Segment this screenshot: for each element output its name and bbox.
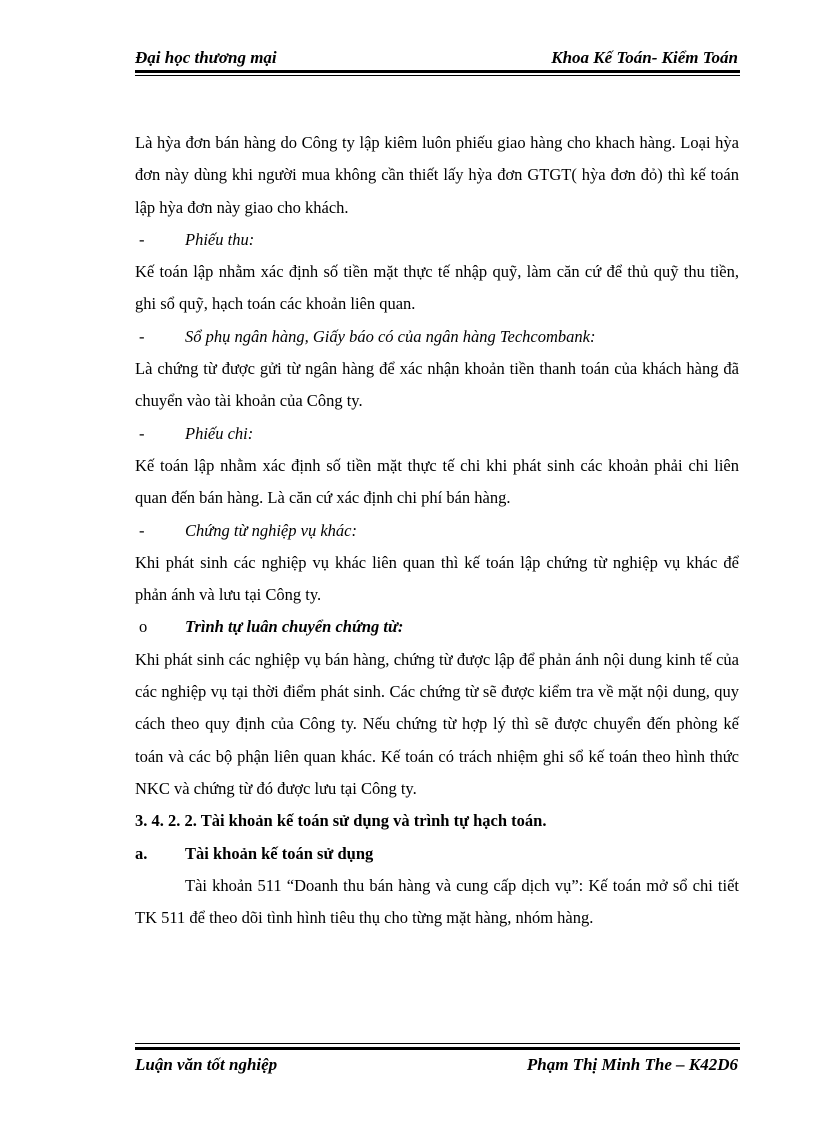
footer-author: Phạm Thị Minh The – K42D6 [526,1055,738,1074]
bullet-dash: - [139,423,145,443]
paragraph-receipt: Kế toán lập nhằm xác định số tiền mặt thực tế nhập quỹ, làm căn cứ để thủ quỹ thu tiền, ghi sổ quỹ, hạch toán các khoản liên quan. [135,262,739,314]
bullet-payment-voucher [135,418,739,450]
bullet-receipt [135,224,739,256]
paragraph-payment-voucher: Kế toán lập nhằm xác định số tiền mặt thực tế chi khi phát sinh các khoản phải chi liên quan đến bán hàng. Là căn cứ xác định chi phí bán hàng. [135,455,739,508]
bullet-dash: - [139,326,145,346]
header-rule-thick [135,70,740,73]
subsection-marker: a. [135,843,148,863]
section-heading: 3. 4. 2. 2. Tài khoản kế toán sử dụng và trình tự hạch toán. [135,811,547,831]
footer-rule-thick [135,1047,740,1050]
page-footer [135,1055,740,1077]
bullet-text: Chứng từ nghiệp vụ khác: [185,520,357,540]
header-rule-thin [135,75,740,76]
bullet-text: Trình tự luân chuyển chứng từ: [185,617,404,637]
footer-thesis: Luận văn tốt nghiệp [135,1055,278,1074]
header-faculty: Khoa Kế Toán- Kiểm Toán [551,48,738,67]
bullet-dash: - [139,229,145,249]
bullet-text: Phiếu thu: [185,229,255,249]
document-body [135,127,739,934]
footer-rule-thin [135,1043,740,1044]
paragraph-document-flow: Khi phát sinh các nghiệp vụ bán hàng, chứng từ được lập để phản ánh nội dung kinh tế của các nghiệp vụ tại thời điểm phát sinh. Các chứng từ sẽ được kiểm tra về mặt nội dung, quy cách theo quy định của Công ty. Nếu chứng từ hợp lý thì sẽ được chuyển đến phòng kế toán và các bộ phận liên quan khác. Kế toán có trách nhiệm ghi sổ kế toán theo hình thức NKC và chứng từ đó được lưu tại Công ty. [135,649,739,798]
paragraph-account-511: Tài khoản 511 “Doanh thu bán hàng và cung cấp dịch vụ”: Kế toán mở sổ chi tiết TK 511 để theo dõi tình hình tiêu thụ cho từng mặt hàng, nhóm hàng. [135,875,739,928]
bullet-document-flow [135,611,739,643]
header-university: Đại học thương mại [135,48,277,67]
paragraph-invoice-description: Là hỳa đơn bán hàng do Công ty lập kiêm luôn phiếu giao hàng cho khach hàng. Loại hỳa đơn này dùng khi người mua không cần thiết lấy hỳa đơn GTGT( hỳa đơn đỏ) thì kế toán lập hỳa đơn này giao cho khách. [135,133,739,217]
bullet-bank-statement [135,321,739,353]
bullet-text: Sổ phụ ngân hàng, Giấy báo có của ngân hàng Techcombank: [185,326,596,346]
bullet-other-documents [135,515,739,547]
bullet-circle: o [139,617,148,637]
page-header [135,48,740,70]
paragraph-bank-statement: Là chứng từ được gửi từ ngân hàng để xác nhận khoản tiền thanh toán của khách hàng đã chuyển vào tài khoản của Công ty. [135,359,739,411]
subsection-heading [135,838,739,870]
paragraph-other-documents: Khi phát sinh các nghiệp vụ khác liên quan thì kế toán lập chứng từ nghiệp vụ khác để phản ánh và lưu tại Công ty. [135,552,739,605]
bullet-text: Phiếu chi: [185,423,254,443]
subsection-title: Tài khoản kế toán sử dụng [185,843,374,863]
bullet-dash: - [139,520,145,540]
